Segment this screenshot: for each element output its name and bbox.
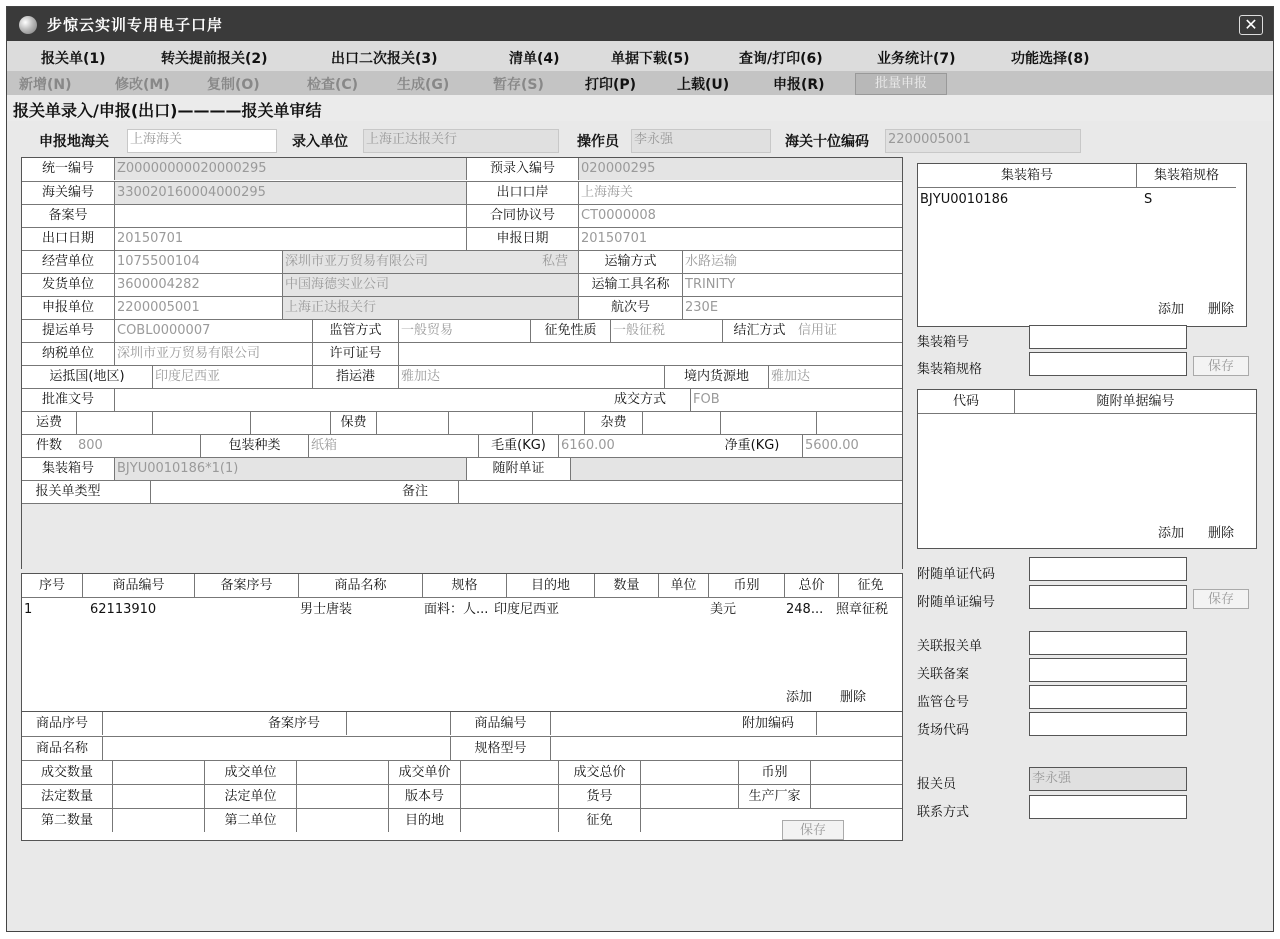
uid-label: 统一编号 <box>41 161 94 176</box>
entry-unit-field[interactable]: 上海正达报关行 <box>363 129 559 153</box>
deal-mode-label: 成交方式 <box>613 392 666 407</box>
misc-fee-field-2[interactable] <box>720 412 816 434</box>
legal-unit-field[interactable] <box>296 785 388 808</box>
second-qty-field[interactable] <box>112 809 204 832</box>
op-unit-type-field[interactable]: 私营 <box>540 251 578 273</box>
shipper-name-field[interactable]: 中国海德实业公司 <box>282 274 578 296</box>
freight-field-2[interactable] <box>152 412 250 434</box>
transport-label: 运输方式 <box>578 251 682 273</box>
detail-row <box>22 760 902 785</box>
col-header-record-seq: 备案序号 <box>194 574 298 598</box>
container-no-label: 集装箱号 <box>41 461 94 476</box>
doc-no-input-label: 附随单证编号 <box>917 595 996 610</box>
menu-function-select[interactable]: 功能选择(8) <box>1011 51 1090 67</box>
col-header-item-name: 商品名称 <box>298 574 422 598</box>
detail-row <box>22 736 902 761</box>
container-delete-link[interactable]: 删除 <box>1208 302 1235 317</box>
goods-cell-currency[interactable]: 美元 <box>710 602 737 617</box>
version-label: 版本号 <box>388 785 460 808</box>
container-cell-no[interactable]: BJYU0010186 <box>920 192 1009 207</box>
deal-mode-field[interactable]: FOB <box>690 389 902 411</box>
goods-source-field[interactable]: 雅加达 <box>768 366 902 388</box>
dest-country-field[interactable]: 印度尼西亚 <box>152 366 312 388</box>
legal-unit-label: 法定单位 <box>204 785 296 808</box>
title-bar <box>7 7 1273 41</box>
menu-export-second-declare[interactable]: 出口二次报关(3) <box>331 51 438 67</box>
manufacturer-label: 生产厂家 <box>738 785 810 808</box>
save-draft-button[interactable]: 暂存(S) <box>493 77 544 93</box>
check-button[interactable]: 检查(C) <box>307 77 359 93</box>
detail-row <box>22 784 902 809</box>
bonded-warehouse-input[interactable] <box>1029 685 1187 709</box>
deal-total-label: 成交总价 <box>558 761 640 784</box>
taxpayer-field[interactable]: 深圳市亚万贸易有限公司 <box>114 343 312 365</box>
yard-code-input[interactable] <box>1029 712 1187 736</box>
col-header-container-no: 集装箱号 <box>918 164 1136 188</box>
doc-save-button[interactable]: 保存 <box>1193 589 1249 609</box>
goods-cell-item-code[interactable]: 62113910 <box>90 602 157 617</box>
attached-docs-panel <box>917 389 1257 549</box>
app-window <box>6 6 1274 932</box>
export-date-field[interactable]: 20150701 <box>114 228 466 250</box>
second-unit-label: 第二单位 <box>204 809 296 832</box>
extra-code-field[interactable] <box>816 712 902 735</box>
remark-label: 备注 <box>401 484 428 499</box>
copy-button[interactable]: 复制(O) <box>207 77 260 93</box>
misc-fee-label: 杂费 <box>584 412 642 434</box>
form-row <box>22 411 902 435</box>
col-header-doc-code: 代码 <box>918 390 1014 414</box>
related-decl-input[interactable] <box>1029 631 1187 655</box>
currency-field[interactable] <box>810 761 902 784</box>
declare-date-label: 申报日期 <box>466 228 578 250</box>
container-no-field[interactable]: BJYU0010186*1(1) <box>114 458 466 480</box>
deal-price-label: 成交单价 <box>388 761 460 784</box>
form-row <box>22 434 902 458</box>
form-row <box>22 158 902 181</box>
section-header <box>7 95 1273 121</box>
window-title: 步惊云实训专用电子口岸 <box>47 16 224 34</box>
declarer-name-field[interactable]: 上海正达报关行 <box>282 297 578 319</box>
menu-bar <box>7 41 1273 71</box>
supervision-field[interactable]: 一般贸易 <box>398 320 530 342</box>
form-row <box>22 365 902 389</box>
form-spacer <box>22 503 902 570</box>
insurance-field-2[interactable] <box>448 412 532 434</box>
contract-field[interactable]: CT0000008 <box>578 205 902 227</box>
form-row <box>22 296 902 320</box>
doc-code-input[interactable] <box>1029 557 1187 581</box>
spec-model-label: 规格型号 <box>450 737 550 760</box>
voyage-label: 航次号 <box>578 297 682 319</box>
edit-button[interactable]: 修改(M) <box>115 77 170 93</box>
related-record-input[interactable] <box>1029 658 1187 682</box>
declare-button[interactable]: 申报(R) <box>773 77 825 93</box>
declarer-code-field[interactable]: 2200005001 <box>114 297 282 319</box>
insurance-field-3[interactable] <box>532 412 584 434</box>
dest-port-field[interactable]: 雅加达 <box>398 366 664 388</box>
record-seq-label: 备案序号 <box>267 716 320 731</box>
freight-field-1[interactable] <box>76 412 152 434</box>
bl-label: 提运单号 <box>41 323 94 338</box>
container-spec-input[interactable] <box>1029 352 1187 376</box>
doc-code-input-label: 附随单证代码 <box>917 567 996 582</box>
col-header-unit: 单位 <box>658 574 708 598</box>
goods-cell-spec[interactable]: 面料：人... <box>424 602 489 617</box>
vessel-field[interactable]: TRINITY <box>682 274 902 296</box>
col-header-quantity: 数量 <box>594 574 658 598</box>
deal-unit-label: 成交单位 <box>204 761 296 784</box>
currency-label: 币别 <box>738 761 810 784</box>
shipper-code-field[interactable]: 3600004282 <box>114 274 282 296</box>
declare-port-label: 申报地海关 <box>39 134 109 150</box>
menu-statistics[interactable]: 业务统计(7) <box>877 51 956 67</box>
customs-code-label: 海关十位编码 <box>785 134 869 150</box>
item-name-label: 商品名称 <box>35 741 88 756</box>
col-header-levy: 征免 <box>838 574 902 598</box>
approval-label: 批准文号 <box>41 392 94 407</box>
menu-doc-download[interactable]: 单据下载(5) <box>611 51 690 67</box>
deal-unit-field[interactable] <box>296 761 388 784</box>
col-header-spec: 规格 <box>422 574 506 598</box>
container-cell-spec[interactable]: S <box>1144 192 1153 207</box>
print-button[interactable]: 打印(P) <box>585 77 637 93</box>
attached-docs-field[interactable] <box>570 458 902 480</box>
col-header-currency: 币别 <box>708 574 784 598</box>
close-button[interactable]: ✕ <box>1239 15 1263 35</box>
goods-delete-link[interactable]: 删除 <box>840 690 867 705</box>
record-label: 备案号 <box>48 208 88 223</box>
doc-add-link[interactable]: 添加 <box>1158 526 1185 541</box>
second-unit-field[interactable] <box>296 809 388 832</box>
related-record-label: 关联备案 <box>917 667 970 682</box>
page-title: 报关单录入/申报(出口)————报关单审结 <box>13 101 322 120</box>
contact-label: 联系方式 <box>917 805 970 820</box>
decl-type-label: 报关单类型 <box>35 484 101 499</box>
item-seq-label: 商品序号 <box>35 716 88 731</box>
form-row <box>22 204 902 228</box>
op-unit-code-field[interactable]: 1075500104 <box>114 251 282 273</box>
pack-type-field[interactable]: 纸箱 <box>308 435 478 457</box>
freight-label: 运费 <box>35 415 62 430</box>
export-port-field[interactable]: 上海海关 <box>578 182 902 204</box>
customs-no-field[interactable]: 330020160004000295 <box>114 182 466 204</box>
insurance-field-1[interactable] <box>376 412 448 434</box>
op-unit-label: 经营单位 <box>41 254 94 269</box>
declarant-label: 报关员 <box>917 777 957 792</box>
insurance-label: 保费 <box>330 412 376 434</box>
misc-fee-field-1[interactable] <box>642 412 720 434</box>
record-field[interactable] <box>114 205 466 227</box>
header-info <box>7 123 1273 153</box>
form-row <box>22 319 902 343</box>
vessel-label: 运输工具名称 <box>578 274 682 296</box>
contract-label: 合同协议号 <box>466 205 578 227</box>
goods-cell-destination[interactable]: 印度尼西亚 <box>494 602 560 617</box>
col-header-item-code: 商品编号 <box>82 574 194 598</box>
operator-label: 操作员 <box>577 134 619 150</box>
yard-code-label: 货场代码 <box>917 723 970 738</box>
menu-list[interactable]: 清单(4) <box>509 51 560 67</box>
container-list-panel <box>917 163 1247 327</box>
transport-field[interactable]: 水路运输 <box>682 251 902 273</box>
levy-nature-field[interactable]: 一般征税 <box>610 320 722 342</box>
declaration-form <box>21 157 903 569</box>
declare-date-field[interactable]: 20150701 <box>578 228 902 250</box>
goods-cell-quantity[interactable] <box>594 598 658 622</box>
declarant-field[interactable]: 李永强 <box>1029 767 1187 791</box>
doc-delete-link[interactable]: 删除 <box>1208 526 1235 541</box>
second-qty-label: 第二数量 <box>40 813 93 828</box>
approval-field[interactable] <box>114 389 590 411</box>
export-port-label: 出口口岸 <box>466 182 578 204</box>
col-header-destination: 目的地 <box>506 574 594 598</box>
legal-qty-field[interactable] <box>112 785 204 808</box>
customs-no-label: 海关编号 <box>41 185 94 200</box>
license-label: 许可证号 <box>312 343 398 365</box>
form-row <box>22 457 902 481</box>
goods-cell-unit[interactable] <box>658 598 708 622</box>
net-weight-label: 净重(KG) <box>724 438 780 453</box>
voyage-field[interactable]: 230E <box>682 297 902 319</box>
spec-model-field[interactable] <box>550 737 902 760</box>
detail-row <box>22 808 902 833</box>
dest-country-label: 运抵国(地区) <box>49 369 125 384</box>
pieces-label: 件数 <box>35 438 62 453</box>
entry-unit-label: 录入单位 <box>292 134 348 150</box>
detail-row <box>22 712 902 736</box>
goods-table <box>21 573 903 713</box>
col-header-total: 总价 <box>784 574 838 598</box>
batch-declare-button[interactable]: 批量申报 <box>855 73 947 95</box>
dest-port-label: 指运港 <box>312 366 398 388</box>
form-row <box>22 342 902 366</box>
pieces-field[interactable]: 800 <box>76 435 200 457</box>
legal-qty-label: 法定数量 <box>40 789 93 804</box>
remark-field[interactable] <box>458 481 902 503</box>
pre-entry-label: 预录入编号 <box>466 158 578 180</box>
col-header-container-spec: 集装箱规格 <box>1136 164 1236 188</box>
container-no-input[interactable] <box>1029 325 1187 349</box>
item-seq-field[interactable] <box>102 712 242 735</box>
deal-price-field[interactable] <box>460 761 558 784</box>
bl-field[interactable]: COBL0000007 <box>114 320 312 342</box>
generate-button[interactable]: 生成(G) <box>397 77 450 93</box>
settlement-field[interactable]: 信用证 <box>796 320 902 342</box>
form-row <box>22 227 902 251</box>
bonded-warehouse-label: 监管仓号 <box>917 695 970 710</box>
detail-save-button[interactable]: 保存 <box>782 820 844 840</box>
destination-label: 目的地 <box>388 809 460 832</box>
manufacturer-field[interactable] <box>810 785 902 808</box>
exemption-label: 征免 <box>558 809 640 832</box>
goods-detail-form <box>21 711 903 841</box>
gross-weight-label: 毛重(KG) <box>478 435 558 457</box>
goods-cell-item-name[interactable]: 男士唐装 <box>300 602 353 617</box>
uid-field[interactable]: Z00000000020000295 <box>114 158 466 180</box>
goods-cell-total[interactable]: 248... <box>786 602 824 617</box>
item-code-label: 商品编号 <box>450 712 550 735</box>
status-area <box>7 841 1273 931</box>
upload-button[interactable]: 上载(U) <box>677 77 730 93</box>
declarer-label: 申报单位 <box>41 300 94 315</box>
goods-cell-record-seq[interactable] <box>194 598 298 622</box>
version-field[interactable] <box>460 785 558 808</box>
misc-fee-field-3[interactable] <box>816 412 902 434</box>
net-weight-field[interactable]: 5600.00 <box>802 435 902 457</box>
levy-nature-label: 征免性质 <box>530 320 610 342</box>
goods-no-label: 货号 <box>558 785 640 808</box>
col-header-doc-no: 随附单据编号 <box>1014 390 1256 414</box>
container-add-link[interactable]: 添加 <box>1158 302 1185 317</box>
doc-no-input[interactable] <box>1029 585 1187 609</box>
menu-declaration[interactable]: 报关单(1) <box>41 51 106 67</box>
export-date-label: 出口日期 <box>41 231 94 246</box>
pack-type-label: 包装种类 <box>200 435 308 457</box>
gross-weight-field[interactable]: 6160.00 <box>558 435 702 457</box>
exemption-field[interactable] <box>640 809 902 832</box>
form-row <box>22 388 902 412</box>
container-no-input-label: 集装箱号 <box>917 335 970 350</box>
taxpayer-label: 纳税单位 <box>41 346 94 361</box>
extra-code-label: 附加编码 <box>741 716 794 731</box>
goods-add-link[interactable]: 添加 <box>786 690 813 705</box>
related-decl-label: 关联报关单 <box>917 639 983 654</box>
op-unit-name-field[interactable]: 深圳市亚万贸易有限公司 <box>282 251 540 273</box>
shipper-label: 发货单位 <box>41 277 94 292</box>
form-row <box>22 273 902 297</box>
goods-cell-levy[interactable]: 照章征税 <box>836 602 889 617</box>
form-row <box>22 250 902 274</box>
item-name-field[interactable] <box>102 737 450 760</box>
col-header-seq: 序号 <box>22 574 82 598</box>
license-field[interactable] <box>398 343 902 365</box>
deal-qty-field[interactable] <box>112 761 204 784</box>
app-logo-icon <box>19 16 37 34</box>
pre-entry-field[interactable]: 020000295 <box>578 158 902 180</box>
attached-docs-label: 随附单证 <box>466 458 570 480</box>
customs-code-field[interactable]: 2200005001 <box>885 129 1081 153</box>
supervision-label: 监管方式 <box>312 320 398 342</box>
decl-type-field[interactable] <box>150 481 372 503</box>
goods-no-field[interactable] <box>640 785 738 808</box>
deal-qty-label: 成交数量 <box>40 765 93 780</box>
form-row <box>22 181 902 205</box>
goods-cell-seq[interactable]: 1 <box>24 602 33 617</box>
freight-field-3[interactable] <box>250 412 330 434</box>
deal-total-field[interactable] <box>640 761 738 784</box>
destination-field[interactable] <box>460 809 558 832</box>
form-row <box>22 480 902 504</box>
goods-source-label: 境内货源地 <box>664 366 768 388</box>
new-button[interactable]: 新增(N) <box>19 77 72 93</box>
item-code-field[interactable] <box>550 712 720 735</box>
container-spec-input-label: 集装箱规格 <box>917 362 983 377</box>
settlement-label: 结汇方式 <box>722 320 796 342</box>
declare-port-field[interactable]: 上海海关 <box>127 129 277 153</box>
menu-query-print[interactable]: 查询/打印(6) <box>739 51 823 67</box>
record-seq-field[interactable] <box>346 712 450 735</box>
toolbar <box>7 71 1273 95</box>
menu-transit-pre-declare[interactable]: 转关提前报关(2) <box>161 51 268 67</box>
container-save-button[interactable]: 保存 <box>1193 356 1249 376</box>
contact-input[interactable] <box>1029 795 1187 819</box>
operator-field[interactable]: 李永强 <box>631 129 771 153</box>
